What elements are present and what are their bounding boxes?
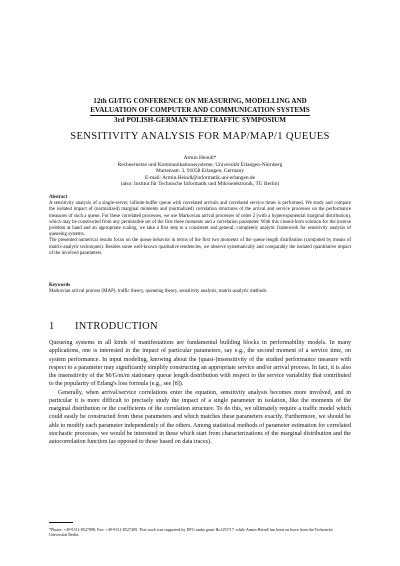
abstract-section <box>49 195 351 257</box>
author-name: Armin Heindl* <box>183 155 217 161</box>
footnote-rule <box>49 522 73 523</box>
abstract-text-2: The presented numerical results focus on the queue behavior in terms of the first two moments of the queue length distribution (computed by means of matrix-analytic techniques). Besides some well-known qualitative tendencies, we observe systematically and comparably the isolated quantitative impact of the involved parameters. <box>49 238 351 256</box>
author-email: E-mail: Armin.Heindl@informatik.uni-erlangen.de <box>144 174 256 181</box>
footnote: *Phone: +49-9131-8527098, Fax: +49-9131-8527409. This work was supported by DFG under grant Ho1257/17, while Armin Heindl has been on leave from the Technische Universität Berlin. <box>49 527 333 538</box>
keywords-text: Markovian arrival process (MAP), traffic theory, queueing theory, sensitivity analysis, matrix-analytic methods <box>49 289 267 295</box>
paragraph-1: Queueing systems in all kinds of manifestations are fundamental building blocks in performability models. In many applications, one is interested in the impact of particular parameters, say e.g., the second moment of a service time, on system performance. In input modeling, knowing about the (quasi-)insensitivity of the studied performance measure with respect to a parameter may significantly simplify constructing an appropriate service and/or arrival process. In fact, it is also the insensitivity of the M/G/m/m stationary queue length distribution with respect to the service variability that contributed to the popularity of Erlang's loss formula (e.g., see [8]). <box>49 340 351 388</box>
conference-line-1: 12th GI/ITG CONFERENCE ON MEASURING, MODELLING AND <box>93 97 307 105</box>
keywords-section <box>49 283 351 295</box>
author-address: Martensstr. 3, 91058 Erlangen, Germany <box>156 168 244 175</box>
section-title: INTRODUCTION <box>75 321 158 332</box>
author-block <box>60 155 340 188</box>
author-affiliation: Rechnernetze und Kommunikationssysteme, Universität Erlangen-Nürnberg <box>117 161 283 168</box>
conference-header <box>60 97 340 125</box>
conference-line-2: EVALUATION OF COMPUTER AND COMMUNICATION SYSTEMS <box>90 106 309 116</box>
keywords-heading: Keywords <box>49 283 71 288</box>
conference-line-3: 3rd POLISH-GERMAN TELETRAFFIC SYMPOSIUM <box>114 116 286 125</box>
author-also: (also: Institut für Technische Informatik und Mikroelektronik, TU Berlin) <box>120 181 280 188</box>
section-number: 1 <box>49 321 55 332</box>
paper-title: SENSITIVITY ANALYSIS FOR MAP/MAP/1 QUEUES <box>70 131 330 142</box>
abstract-heading: Abstract <box>49 195 68 200</box>
abstract-text-1: A sensitivity analysis of a single-server, infinite-buffer queue with correlated arrivals and correlated service times is performed. We study and compare the isolated impact of (normalized) marginal moments and (normalized) correlation structures of the arrival and service processes on the performance measures of such a queue. For these correlated processes, we use Markovian arrival processes of order 2 (with a hyperexponential marginal distribution), which may be constructed from any permissible set of the first three moments and a correlation parameter. With this closed-form solution for the inverse problem at hand and an appropriate scaling, we take a first step to a consistent and general, completely analytic framework for sensitivity analysis of queueing systems. <box>49 201 351 238</box>
section-heading <box>49 321 158 332</box>
paragraph-2: Generally, when arrival/service correlations enter the equation, sensitivity analysis becomes more involved, and in particular it is more difficult to precisely study the impact of a single parameter in isolation, like the moments of the marginal distribution or the coefficients of the correlation structure. To do this, we ultimately require a traffic model which could easily be constructed from these parameters and which matches these parameters exactly. Furthermore, we should be able to modify each parameter independently of the others. Among statistical methods of parameter estimation for correlated stochastic processes, we would be interested in these which start from characterizations of the marginal distribution and the autocorrelation function (as opposed to those based on data traces). <box>49 389 351 445</box>
body-text <box>49 339 351 446</box>
